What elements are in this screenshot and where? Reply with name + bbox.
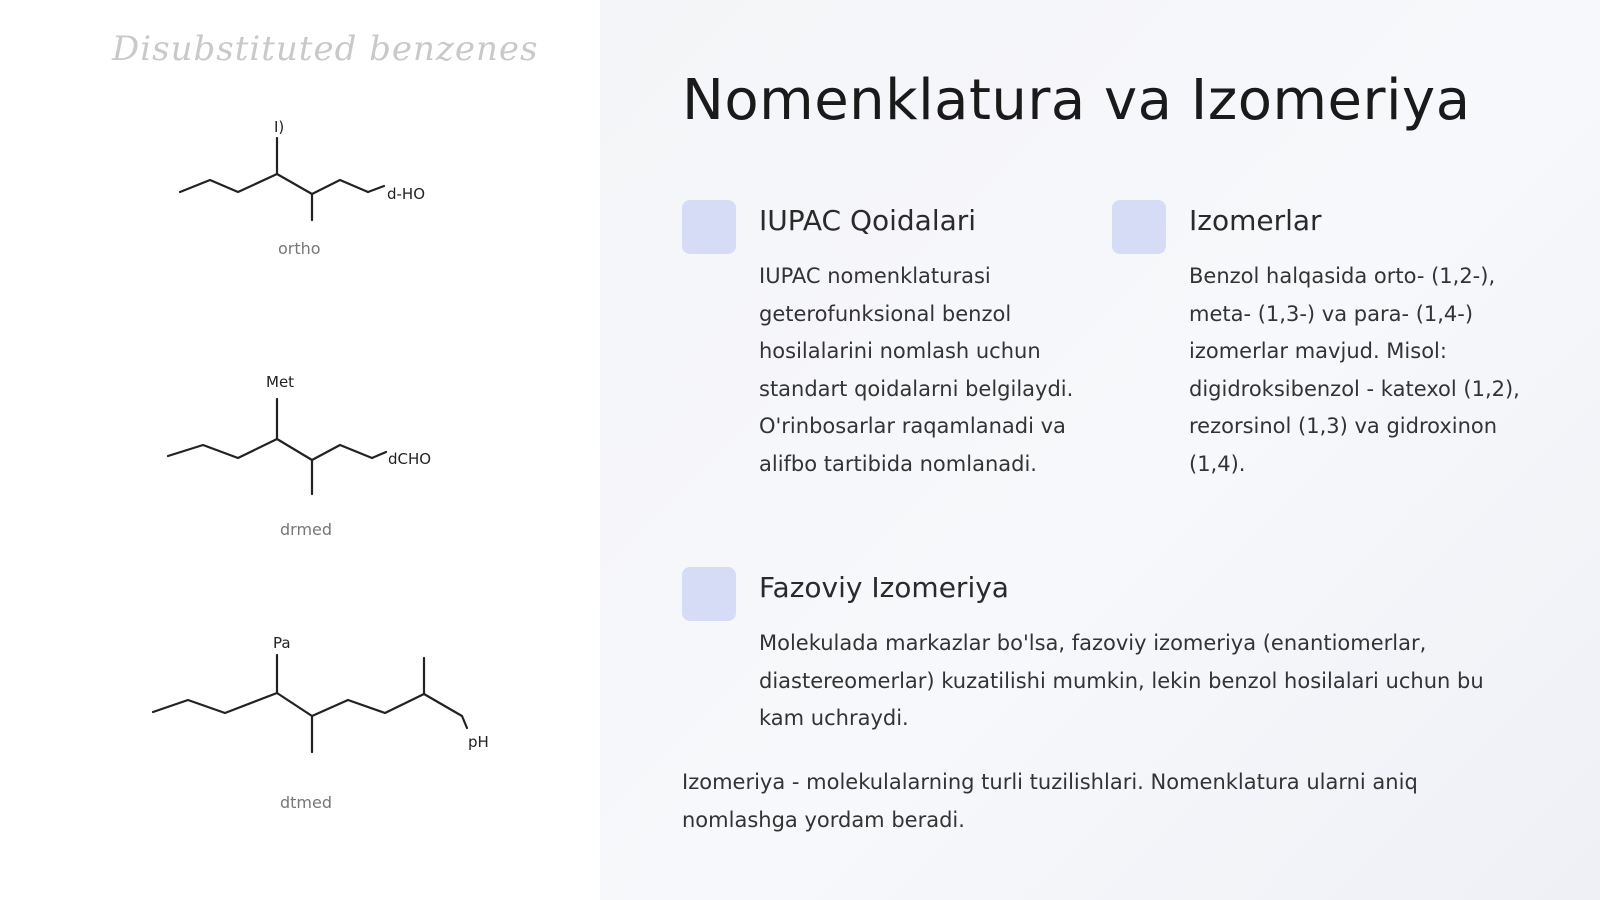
- card-marker: [1112, 200, 1166, 254]
- terminal-bond: [368, 186, 384, 192]
- card-isomers: [1112, 200, 1532, 490]
- structure-caption: dtmed: [280, 793, 333, 812]
- handwritten-title: Disubstituted benzenes: [112, 29, 539, 69]
- card-title: Fazoviy Izomeriya: [759, 571, 1009, 604]
- atom-label: Pa: [273, 634, 291, 652]
- atom-label: Met: [266, 373, 295, 391]
- carbon-chain: [168, 439, 372, 460]
- atom-label: I): [274, 118, 285, 136]
- terminal-bond: [372, 452, 386, 458]
- structure-meta: [168, 373, 431, 539]
- structure-para: [153, 634, 489, 812]
- content-panel: [600, 0, 1600, 900]
- card-title: IUPAC Qoidalari: [759, 204, 977, 237]
- card-iupac-rules: [682, 200, 1082, 520]
- structure-caption: ortho: [278, 239, 321, 258]
- atom-label: dCHO: [388, 450, 432, 468]
- structure-ortho: [180, 118, 425, 258]
- summary-text: Izomeriya - molekulalarning turli tuzilishlari. Nomenklatura ularni aniq nomlashga yordam beradi.: [682, 770, 1418, 832]
- card-marker: [682, 200, 736, 254]
- structures-image: [0, 0, 600, 900]
- card-spatial-isomerism: [682, 567, 1542, 737]
- atom-label: d-HO: [387, 185, 426, 203]
- card-text: Benzol halqasida orto- (1,2-), meta- (1,3-) va para- (1,4-) izomerlar mavjud. Misol: digidroksibenzol - katexol (1,2), rezorsinol (1,3) va gidroxinon (1,4).: [1189, 264, 1520, 476]
- carbon-chain: [180, 174, 368, 194]
- atom-label: pH: [468, 733, 489, 751]
- slide-title: Nomenklatura va Izomeriya: [682, 68, 1471, 133]
- carbon-chain: [153, 693, 467, 728]
- card-text: Molekulada markazlar bo'lsa, fazoviy izomeriya (enantiomerlar, diastereomerlar) kuzatilishi mumkin, lekin benzol hosilalari uchun bu kam uchraydi.: [759, 631, 1484, 730]
- card-text: IUPAC nomenklaturasi geterofunksional benzol hosilalarini nomlash uchun standart qoidalarni belgilaydi. O'rinbosarlar raqamlanadi va alifbo tartibida nomlanadi.: [759, 264, 1074, 476]
- structure-caption: drmed: [280, 520, 333, 539]
- skeletal-structures-drawing: [0, 0, 600, 900]
- card-title: Izomerlar: [1189, 204, 1322, 237]
- card-marker: [682, 567, 736, 621]
